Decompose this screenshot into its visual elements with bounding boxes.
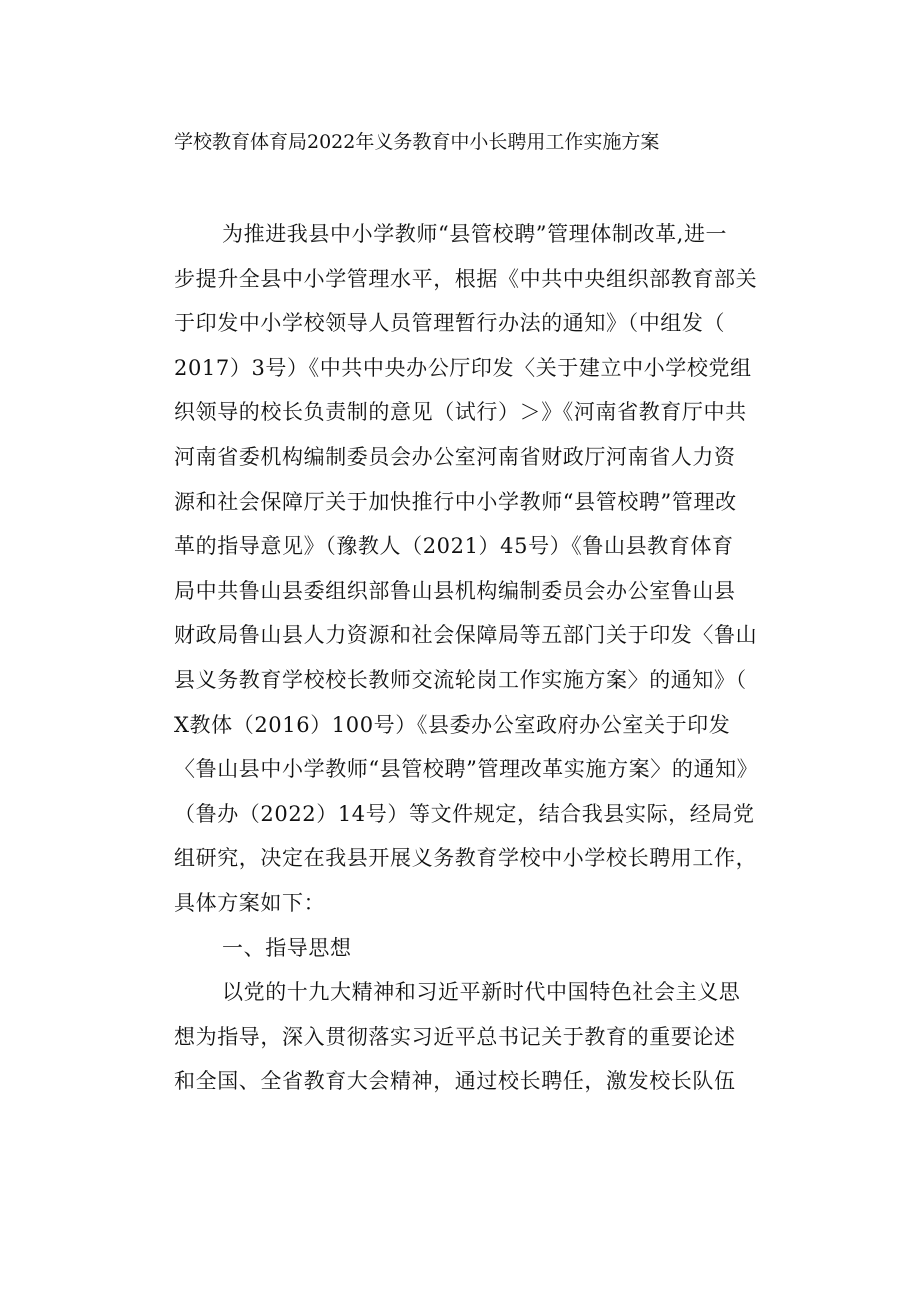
- paragraph-line: 具体方案如下：: [174, 890, 326, 915]
- paragraph-line: 想为指导，深入贯彻落实习近平总书记关于教育的重要论述: [174, 1024, 736, 1049]
- paragraph-line: 革的指导意见》（豫教人（2021）45号）《鲁山县教育体育: [174, 534, 734, 559]
- paragraph-line: 〈鲁山县中小学教师“县管校聘”管理改革实施方案〉的通知》: [174, 757, 759, 782]
- document-title: 学校教育体育局2022年义务教育中小长聘用工作实施方案: [174, 131, 660, 153]
- paragraph-line: 2017）3号）《中共中央办公厅印发〈关于建立中小学校党组: [174, 355, 752, 380]
- paragraph-line: 和全国、全省教育大会精神，通过校长聘任，激发校长队伍: [174, 1069, 736, 1094]
- paragraph-line: 县义务教育学校校长教师交流轮岗工作实施方案〉的通知》（: [174, 667, 747, 692]
- paragraph-line: 局中共鲁山县委组织部鲁山县机构编制委员会办公室鲁山县: [174, 578, 736, 603]
- paragraph-line: 财政局鲁山县人力资源和社会保障局等五部门关于印发〈鲁山: [174, 623, 758, 648]
- paragraph-line: 步提升全县中小学管理水平，根据《中共中央组织部教育部关: [174, 266, 758, 291]
- paragraph-line: （鲁办（2022）14号）等文件规定，结合我县实际，经局党: [174, 801, 755, 826]
- document-body: [174, 212, 759, 1104]
- paragraph-line: X教体（2016）100号）《县委办公室政府办公室关于印发: [174, 712, 731, 737]
- paragraph-line: 织领导的校长负责制的意见（试行）＞》《河南省教育厅中共: [174, 400, 747, 425]
- paragraph-line: 以党的十九大精神和习近平新时代中国特色社会主义思: [222, 980, 741, 1005]
- paragraph-line: 河南省委机构编制委员会办公室河南省财政厅河南省人力资: [174, 444, 736, 469]
- paragraph-line: 为推进我县中小学教师“县管校聘”管理体制改革,进一: [222, 222, 728, 246]
- paragraph-line: 于印发中小学校领导人员管理暂行办法的通知》（中组发（: [174, 311, 726, 336]
- paragraph-line: 源和社会保障厅关于加快推行中小学教师“县管校聘”管理改: [174, 489, 737, 514]
- section-heading: 一、指导思想: [222, 935, 352, 960]
- paragraph-line: 组研究，决定在我县开展义务教育学校中小学校长聘用工作，: [174, 846, 758, 871]
